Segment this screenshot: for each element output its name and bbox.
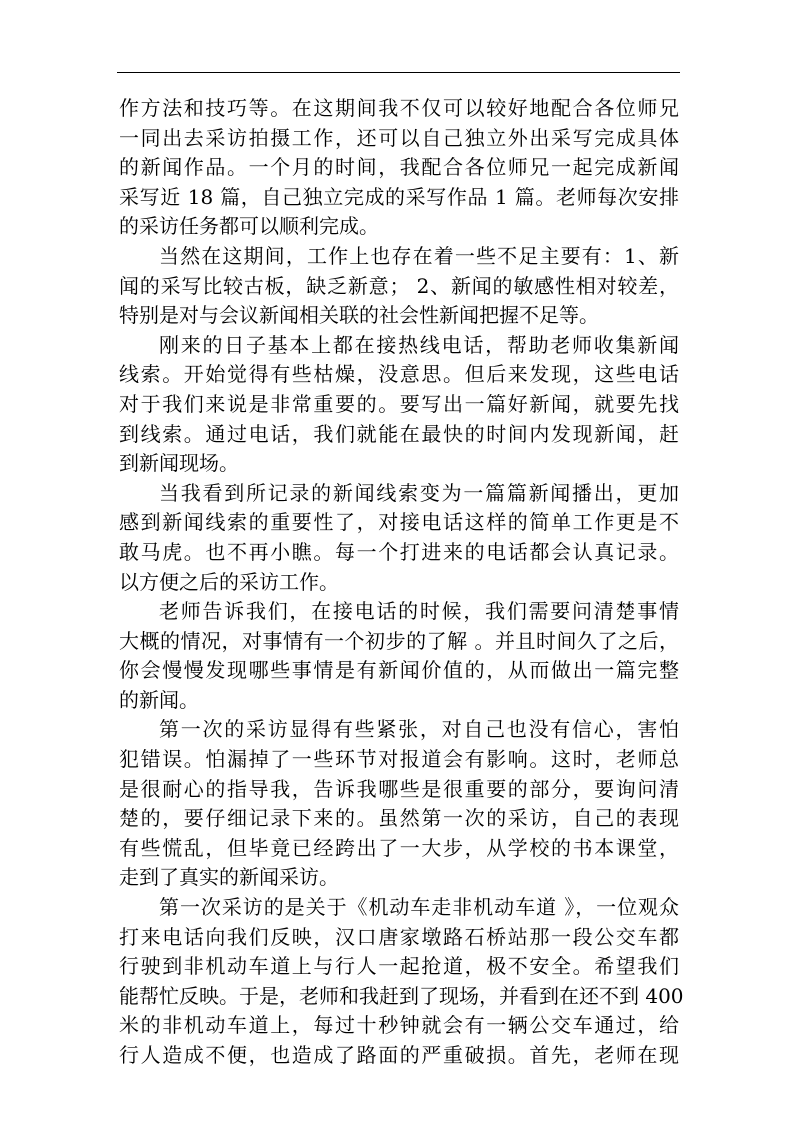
text-line: 第一次采访的是关于《机动车走非机动车道 》，一位观众: [159, 895, 679, 920]
text-line: 的采访任务都可以顺利完成。: [119, 214, 379, 239]
text-line: 到新闻现场。: [119, 451, 239, 476]
text-line: 有些慌乱，但毕竟已经跨出了一大步，从学校的书本课堂，: [119, 835, 679, 860]
text-line: 敢马虎。也不再小瞧。每一个打进来的电话都会认真记录。: [119, 539, 679, 564]
text-line: 采写近 18 篇，自己独立完成的采写作品 1 篇。老师每次安排: [119, 184, 679, 209]
paragraph: [119, 331, 679, 479]
header-rule: [117, 72, 680, 73]
document-body: [119, 94, 684, 1071]
text-line: 特别是对与会议新闻相关联的社会性新闻把握不足等。: [119, 303, 599, 328]
text-line: 打来电话向我们反映，汉口唐家墩路石桥站那一段公交车都: [119, 924, 679, 949]
text-line: 能帮忙反映。于是，老师和我赶到了现场，并看到在还不到 400: [119, 983, 684, 1008]
text-line: 走到了真实的新闻采访。: [119, 865, 339, 890]
text-line: 当我看到所记录的新闻线索变为一篇篇新闻播出，更加: [159, 480, 679, 505]
text-line: 感到新闻线索的重要性了，对接电话这样的简单工作更是不: [119, 510, 679, 535]
text-line: 第一次的采访显得有些紧张，对自己也没有信心，害怕: [159, 717, 679, 742]
text-line: 刚来的日子基本上都在接热线电话，帮助老师收集新闻: [159, 332, 679, 357]
text-line: 楚的，要仔细记录下来的。虽然第一次的采访，自己的表现: [119, 806, 679, 831]
text-line: 米的非机动车道上，每过十秒钟就会有一辆公交车通过，给: [119, 1013, 679, 1038]
paragraph: [119, 715, 679, 893]
text-line: 以方便之后的采访工作。: [119, 569, 339, 594]
paragraph: [119, 479, 679, 597]
text-line: 行驶到非机动车道上与行人一起抢道，极不安全。希望我们: [119, 954, 679, 979]
text-line: 你会慢慢发现哪些事情是有新闻价值的，从而做出一篇完整: [119, 658, 679, 683]
text-line: 犯错误。怕漏掉了一些环节对报道会有影响。这时，老师总: [119, 747, 679, 772]
text-line: 到线索。通过电话，我们就能在最快的时间内发现新闻，赶: [119, 421, 679, 446]
paragraph: [119, 893, 684, 1071]
text-line: 对于我们来说是非常重要的。要写出一篇好新闻，就要先找: [119, 391, 679, 416]
text-line: 大概的情况，对事情有一个初步的了解 。并且时间久了之后，: [119, 628, 679, 653]
paragraph: [119, 94, 679, 242]
paragraph: [119, 242, 679, 331]
paragraph: [119, 597, 679, 715]
text-line: 的新闻作品。一个月的时间，我配合各位师兄一起完成新闻: [119, 155, 679, 180]
text-line: 的新闻。: [119, 687, 199, 712]
text-line: 当然在这期间，工作上也存在着一些不足主要有：1、新: [159, 243, 679, 268]
text-line: 是很耐心的指导我，告诉我哪些是很重要的部分，要询问清: [119, 776, 679, 801]
text-line: 闻的采写比较古板，缺乏新意； 2、新闻的敏感性相对较差，: [119, 273, 679, 298]
text-line: 一同出去采访拍摄工作，还可以自己独立外出采写完成具体: [119, 125, 679, 150]
text-line: 线索。开始觉得有些枯燥，没意思。但后来发现，这些电话: [119, 362, 679, 387]
text-line: 作方法和技巧等。在这期间我不仅可以较好地配合各位师兄: [119, 96, 679, 120]
text-line: 行人造成不便，也造成了路面的严重破损。首先，老师在现: [119, 1043, 679, 1067]
text-line: 老师告诉我们，在接电话的时候，我们需要问清楚事情: [159, 599, 679, 624]
